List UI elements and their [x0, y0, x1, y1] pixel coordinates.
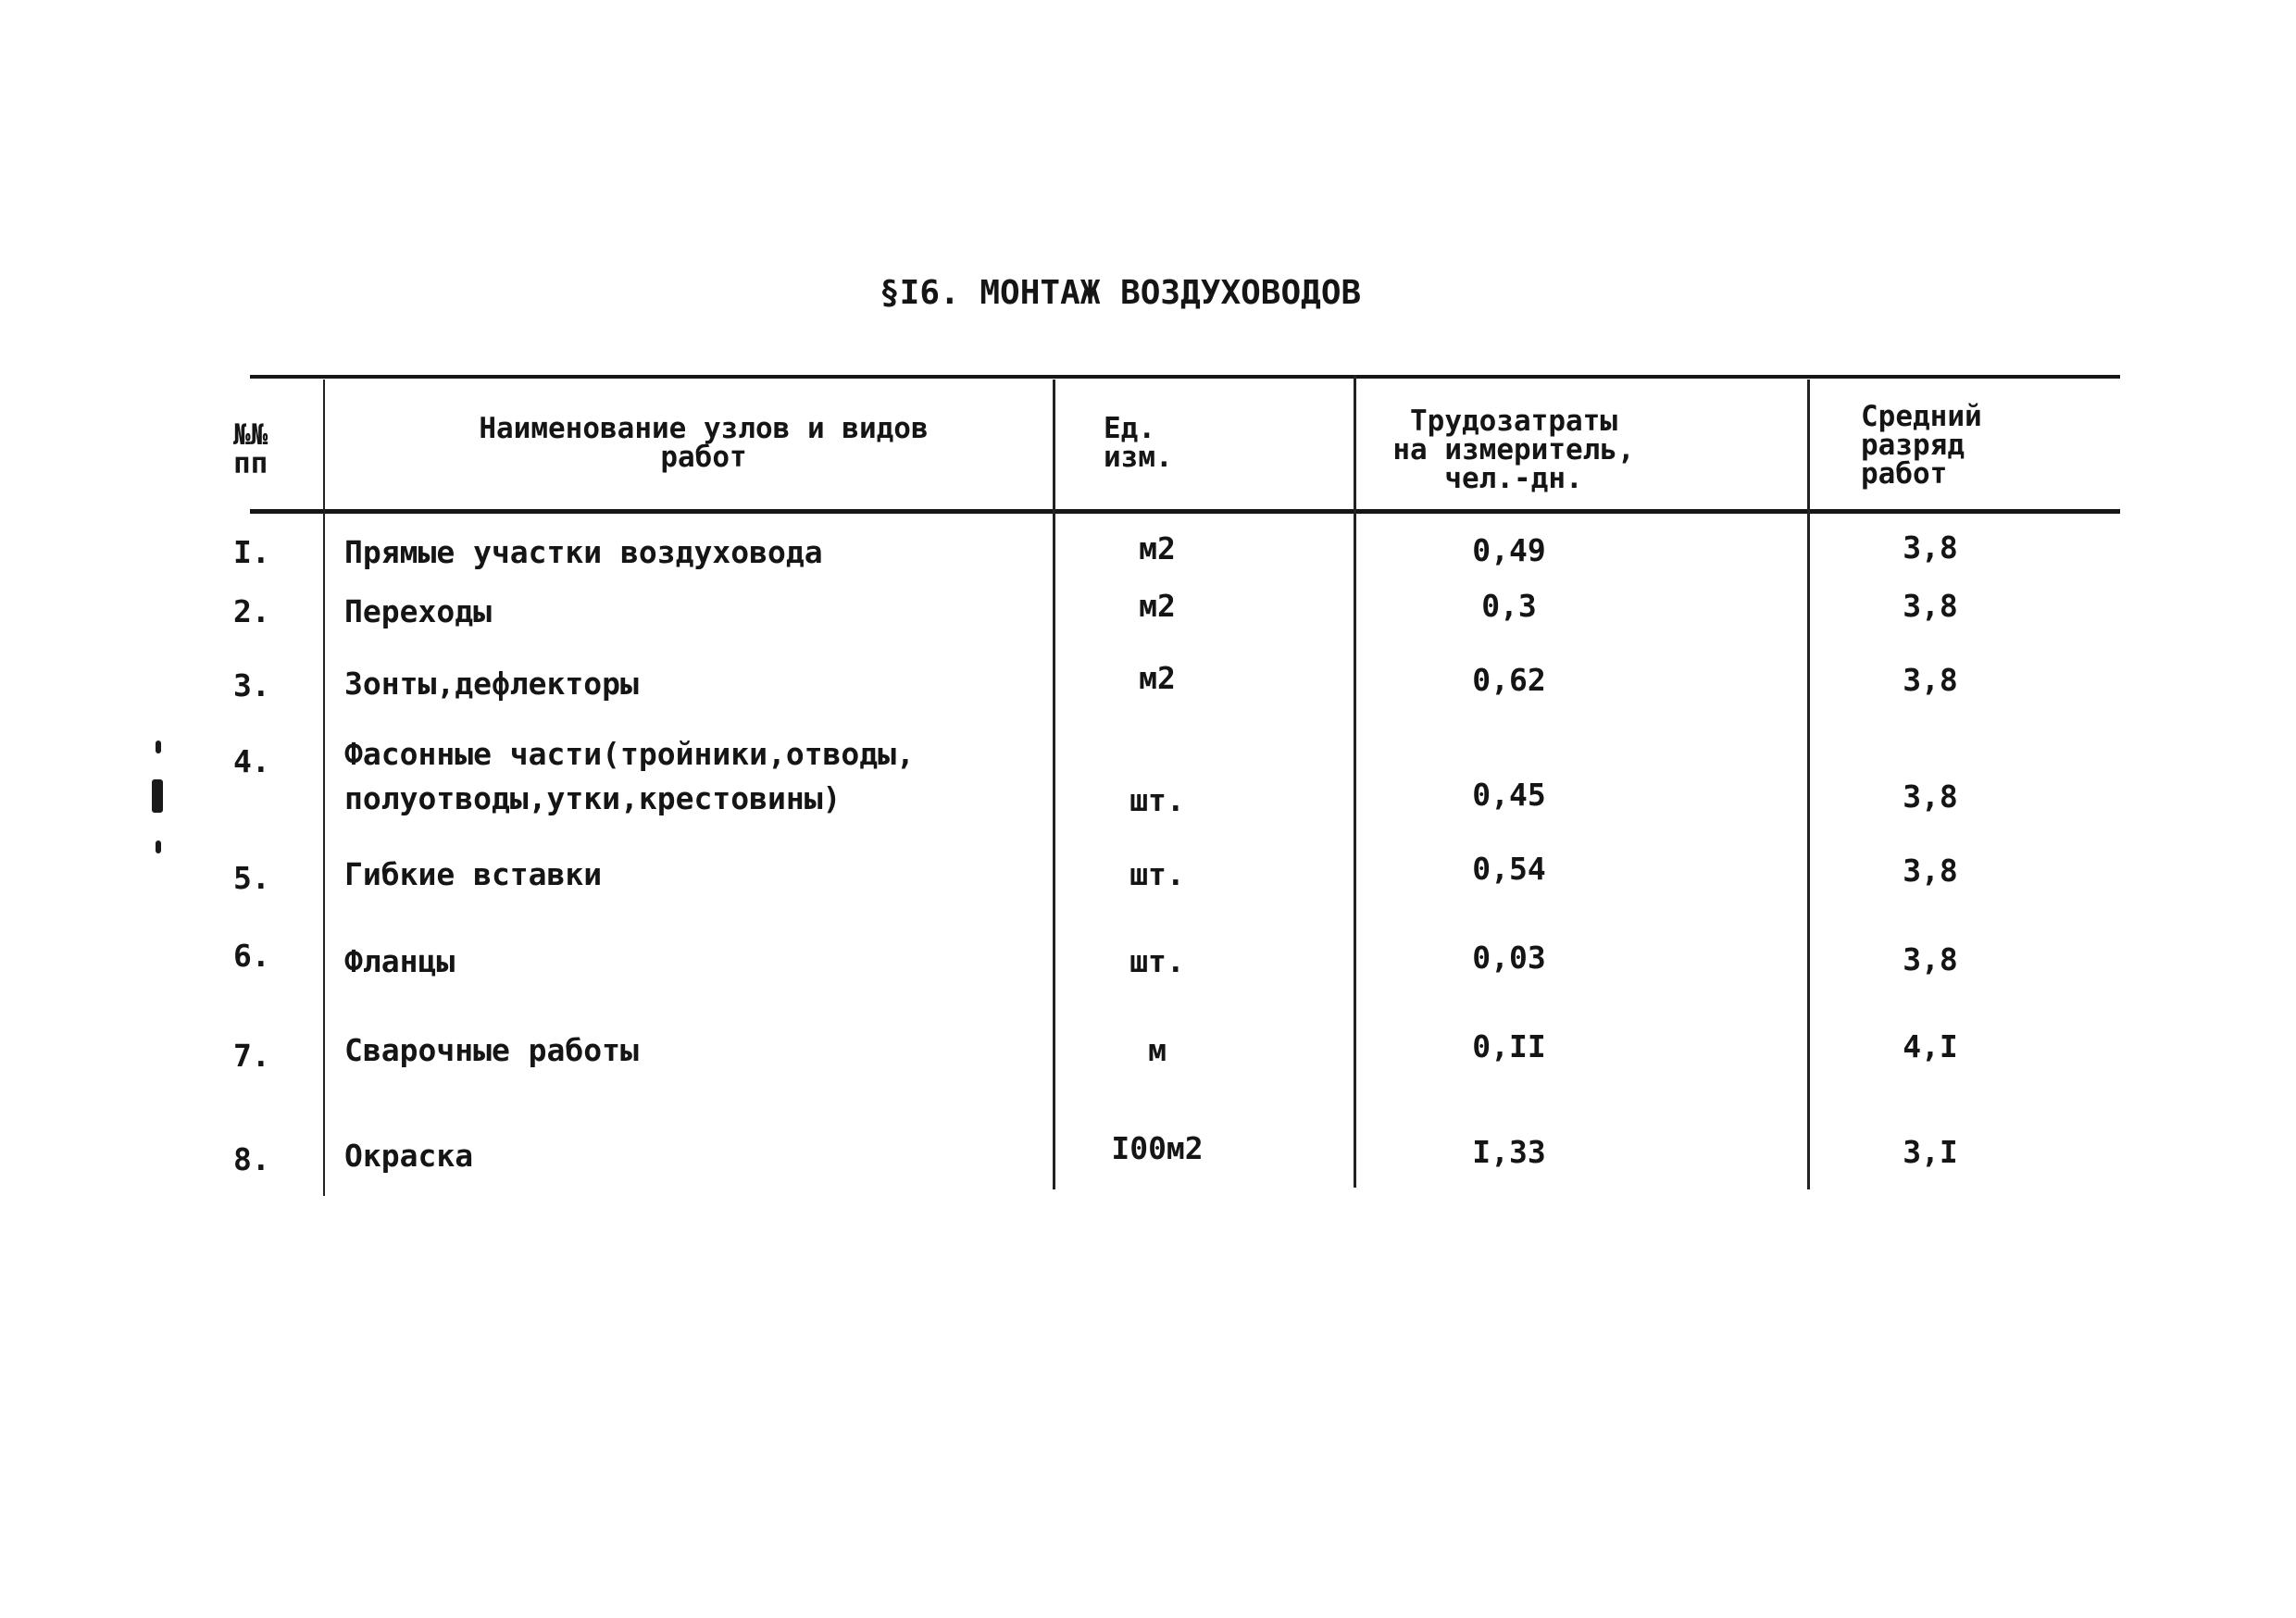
row-name: Прямые участки воздуховода	[344, 534, 823, 570]
column-divider	[1807, 380, 1810, 1189]
row-unit: шт.	[1129, 782, 1185, 818]
column-divider	[1354, 375, 1356, 1188]
header-grade-line: Средний	[1861, 400, 1982, 433]
row-number: 2.	[233, 593, 270, 629]
row-number: I.	[233, 534, 270, 570]
row-labor: 0,49	[1472, 532, 1546, 568]
row-number: 6.	[233, 938, 270, 974]
row-name-line: полуотводы,утки,крестовины)	[344, 780, 842, 816]
row-labor: 0,II	[1472, 1028, 1546, 1064]
row-name: Фланцы	[344, 943, 455, 979]
column-divider	[1053, 380, 1055, 1189]
row-name-multiline	[344, 737, 915, 816]
header-bottom-rule	[250, 509, 2120, 514]
section-title: §I6. МОНТАЖ ВОЗДУХОВОДОВ	[880, 274, 1362, 312]
row-grade: 3,8	[1903, 853, 1958, 889]
row-grade: 3,8	[1903, 778, 1958, 815]
row-labor: 0,54	[1472, 851, 1546, 887]
row-grade: 3,8	[1903, 662, 1958, 698]
row-number: 7.	[233, 1038, 270, 1074]
row-unit: I00м2	[1111, 1130, 1204, 1166]
column-divider	[323, 380, 325, 1196]
row-labor: 0,62	[1472, 662, 1546, 698]
row-unit: м2	[1139, 660, 1176, 696]
row-name: Окраска	[344, 1138, 474, 1174]
row-grade: 3,I	[1903, 1134, 1958, 1170]
row-grade: 3,8	[1903, 529, 1958, 566]
row-name-line: Фасонные части(тройники,отводы,	[344, 736, 915, 772]
row-grade: 3,8	[1903, 941, 1958, 977]
row-unit: шт.	[1129, 856, 1185, 892]
row-unit: м	[1148, 1032, 1167, 1068]
row-name: Зонты,дефлекторы	[344, 666, 639, 702]
header-unit	[1104, 412, 1173, 474]
row-labor: 0,3	[1481, 588, 1537, 624]
header-grade-line: работ	[1861, 457, 1948, 491]
row-unit: м2	[1139, 588, 1176, 624]
row-unit: м2	[1139, 530, 1176, 566]
row-name: Гибкие вставки	[344, 856, 603, 892]
row-labor: 0,45	[1472, 777, 1546, 813]
row-unit: шт.	[1129, 943, 1185, 979]
header-unit-line: Ед.	[1104, 412, 1155, 445]
header-num-line: №№	[233, 418, 268, 452]
header-grade-line: разряд	[1861, 429, 1965, 462]
header-labor-line: Трудозатраты	[1410, 404, 1617, 438]
header-grade	[1861, 400, 1982, 491]
row-name: Переходы	[344, 593, 492, 629]
header-num-line: пп	[233, 447, 268, 480]
row-number: 3.	[233, 667, 270, 703]
row-number: 4.	[233, 743, 270, 779]
row-labor: 0,03	[1472, 940, 1546, 976]
header-name	[389, 412, 1018, 474]
header-num	[233, 418, 289, 480]
row-grade: 3,8	[1903, 588, 1958, 624]
row-number: 8.	[233, 1141, 270, 1177]
header-name-line: Наименование узлов и видов	[479, 412, 929, 445]
header-labor-line: на измеритель,	[1392, 433, 1635, 467]
header-unit-line: изм.	[1104, 441, 1173, 474]
table-top-rule	[250, 375, 2120, 379]
row-grade: 4,I	[1903, 1028, 1958, 1064]
row-number: 5.	[233, 860, 270, 896]
header-labor-line: чел.-дн.	[1444, 462, 1583, 495]
row-labor: I,33	[1472, 1134, 1546, 1170]
row-name: Сварочные работы	[344, 1032, 639, 1068]
header-name-line: работ	[660, 441, 747, 474]
header-labor	[1361, 404, 1666, 495]
page-number-mark	[148, 741, 168, 861]
